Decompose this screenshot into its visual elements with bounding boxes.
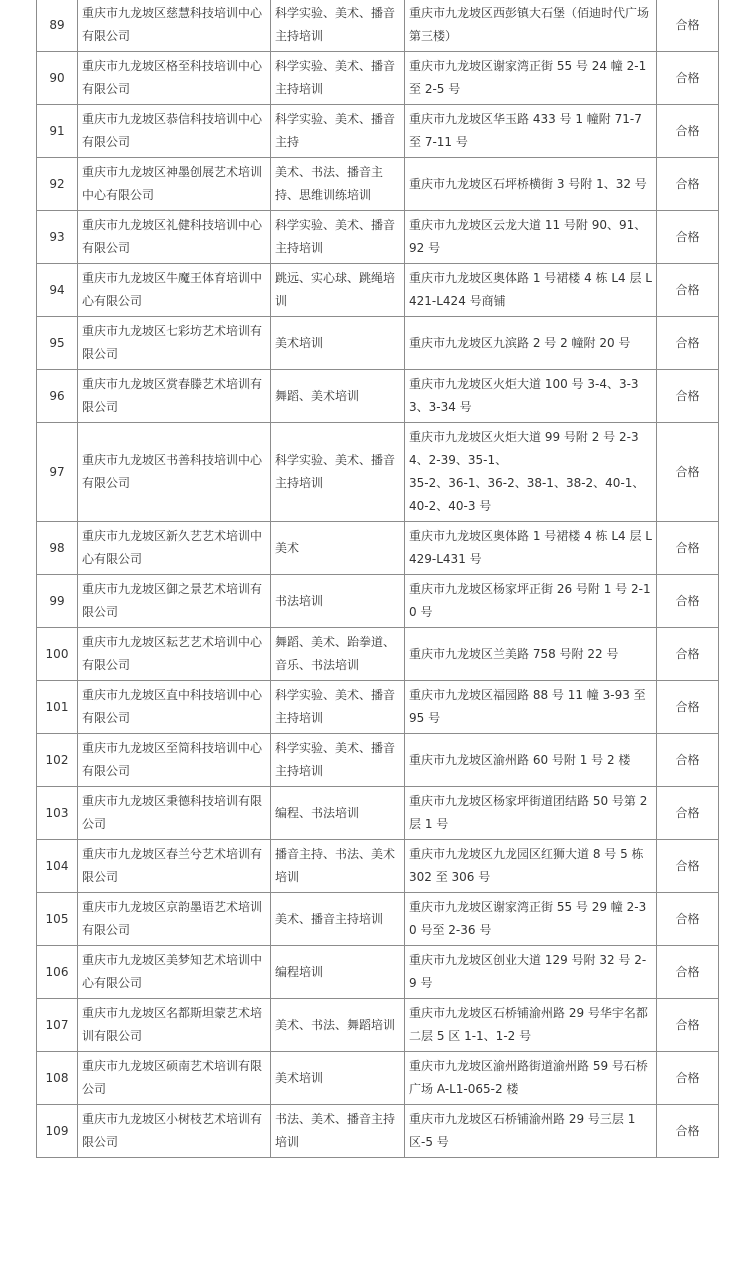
row-number: 98 (37, 522, 78, 575)
training-items: 书法培训 (271, 575, 405, 628)
training-items: 科学实验、美术、播音主持培训 (271, 211, 405, 264)
row-number: 93 (37, 211, 78, 264)
training-items: 美术培训 (271, 1052, 405, 1105)
row-number: 102 (37, 734, 78, 787)
address-line: 重庆市九龙坡区石桥铺渝州路 29 号华宇名都二层 5 区 1-1、1-2 号 (409, 1006, 648, 1043)
inspection-results-table (36, 0, 719, 1158)
table-row (37, 0, 719, 52)
institution-address (405, 423, 657, 522)
address-line: 重庆市九龙坡区火炬大道 99 号附 2 号 2-34、2-39、35-1、 (409, 430, 639, 467)
table-row (37, 1105, 719, 1158)
institution-name: 重庆市九龙坡区名都斯坦蒙艺术培训有限公司 (78, 999, 271, 1052)
institution-name: 重庆市九龙坡区耘艺艺术培训中心有限公司 (78, 628, 271, 681)
inspection-result: 合格 (657, 105, 719, 158)
inspection-result: 合格 (657, 575, 719, 628)
row-number: 108 (37, 1052, 78, 1105)
training-items: 美术 (271, 522, 405, 575)
row-number: 100 (37, 628, 78, 681)
address-line: 重庆市九龙坡区谢家湾正街 55 号 24 幢 2-1 至 2-5 号 (409, 59, 647, 96)
institution-address (405, 893, 657, 946)
institution-name: 重庆市九龙坡区赏春滕艺术培训有限公司 (78, 370, 271, 423)
institution-address (405, 681, 657, 734)
address-line: 35-2、36-1、36-2、38-1、38-2、40-1、40-2、40-3 号 (409, 476, 645, 513)
institution-name: 重庆市九龙坡区书善科技培训中心有限公司 (78, 423, 271, 522)
training-items: 科学实验、美术、播音主持培训 (271, 0, 405, 52)
inspection-result: 合格 (657, 423, 719, 522)
institution-address (405, 522, 657, 575)
address-line: 重庆市九龙坡区九龙园区红狮大道 8 号 5 栋 302 至 306 号 (409, 847, 644, 884)
table-row (37, 264, 719, 317)
address-line: 重庆市九龙坡区九滨路 2 号 2 幢附 20 号 (409, 335, 631, 350)
training-items: 播音主持、书法、美术培训 (271, 840, 405, 893)
inspection-result: 合格 (657, 370, 719, 423)
table-row (37, 575, 719, 628)
institution-address (405, 999, 657, 1052)
table-row (37, 1052, 719, 1105)
address-line: 重庆市九龙坡区杨家坪正街 26 号附 1 号 2-10 号 (409, 582, 651, 619)
inspection-result: 合格 (657, 1105, 719, 1158)
row-number: 109 (37, 1105, 78, 1158)
training-items: 舞蹈、美术、跆拳道、音乐、书法培训 (271, 628, 405, 681)
inspection-result: 合格 (657, 0, 719, 52)
training-items: 编程培训 (271, 946, 405, 999)
row-number: 105 (37, 893, 78, 946)
training-items: 美术、书法、播音主持、思维训练培训 (271, 158, 405, 211)
row-number: 95 (37, 317, 78, 370)
inspection-result: 合格 (657, 946, 719, 999)
institution-name: 重庆市九龙坡区慈慧科技培训中心有限公司 (78, 0, 271, 52)
address-line: 重庆市九龙坡区火炬大道 100 号 3-4、3-33、3-34 号 (409, 377, 639, 414)
row-number: 94 (37, 264, 78, 317)
inspection-result: 合格 (657, 264, 719, 317)
inspection-result: 合格 (657, 522, 719, 575)
inspection-result: 合格 (657, 681, 719, 734)
inspection-result: 合格 (657, 52, 719, 105)
table-row (37, 158, 719, 211)
training-items: 科学实验、美术、播音主持培训 (271, 734, 405, 787)
institution-address (405, 1052, 657, 1105)
institution-name: 重庆市九龙坡区京韵墨语艺术培训有限公司 (78, 893, 271, 946)
table-row (37, 893, 719, 946)
row-number: 104 (37, 840, 78, 893)
institution-name: 重庆市九龙坡区七彩坊艺术培训有限公司 (78, 317, 271, 370)
row-number: 101 (37, 681, 78, 734)
row-number: 90 (37, 52, 78, 105)
table-row (37, 628, 719, 681)
institution-address (405, 734, 657, 787)
institution-name: 重庆市九龙坡区格至科技培训中心有限公司 (78, 52, 271, 105)
training-items: 美术培训 (271, 317, 405, 370)
address-line: 重庆市九龙坡区创业大道 129 号附 32 号 2-9 号 (409, 953, 647, 990)
training-items: 编程、书法培训 (271, 787, 405, 840)
table-row (37, 317, 719, 370)
institution-address (405, 370, 657, 423)
table-row (37, 423, 719, 522)
table-row (37, 946, 719, 999)
institution-name: 重庆市九龙坡区礼健科技培训中心有限公司 (78, 211, 271, 264)
table-row (37, 840, 719, 893)
row-number: 96 (37, 370, 78, 423)
training-items: 跳远、实心球、跳绳培训 (271, 264, 405, 317)
row-number: 107 (37, 999, 78, 1052)
institution-address (405, 628, 657, 681)
institution-name: 重庆市九龙坡区御之景艺术培训有限公司 (78, 575, 271, 628)
inspection-result: 合格 (657, 1052, 719, 1105)
address-line: 重庆市九龙坡区福园路 88 号 11 幢 3-93 至 95 号 (409, 688, 646, 725)
inspection-result: 合格 (657, 628, 719, 681)
institution-address (405, 264, 657, 317)
institution-address (405, 787, 657, 840)
institution-name: 重庆市九龙坡区秉德科技培训有限公司 (78, 787, 271, 840)
institution-name: 重庆市九龙坡区恭信科技培训中心有限公司 (78, 105, 271, 158)
table-row (37, 522, 719, 575)
inspection-result: 合格 (657, 840, 719, 893)
institution-name: 重庆市九龙坡区新久艺艺术培训中心有限公司 (78, 522, 271, 575)
table-row (37, 787, 719, 840)
training-items: 美术、播音主持培训 (271, 893, 405, 946)
training-items: 科学实验、美术、播音主持培训 (271, 423, 405, 522)
institution-name: 重庆市九龙坡区小树枝艺术培训有限公司 (78, 1105, 271, 1158)
row-number: 89 (37, 0, 78, 52)
training-items: 科学实验、美术、播音主持 (271, 105, 405, 158)
training-items: 舞蹈、美术培训 (271, 370, 405, 423)
address-line: 重庆市九龙坡区渝州路 60 号附 1 号 2 楼 (409, 752, 631, 767)
inspection-result: 合格 (657, 158, 719, 211)
table-row (37, 999, 719, 1052)
institution-name: 重庆市九龙坡区硕南艺术培训有限公司 (78, 1052, 271, 1105)
address-line: 重庆市九龙坡区兰美路 758 号附 22 号 (409, 646, 619, 661)
training-items: 美术、书法、舞蹈培训 (271, 999, 405, 1052)
institution-address (405, 317, 657, 370)
inspection-result: 合格 (657, 893, 719, 946)
training-items: 科学实验、美术、播音主持培训 (271, 681, 405, 734)
institution-address (405, 52, 657, 105)
row-number: 99 (37, 575, 78, 628)
address-line: 重庆市九龙坡区石坪桥横街 3 号附 1、32 号 (409, 176, 647, 191)
row-number: 103 (37, 787, 78, 840)
row-number: 97 (37, 423, 78, 522)
institution-name: 重庆市九龙坡区至简科技培训中心有限公司 (78, 734, 271, 787)
institution-address (405, 1105, 657, 1158)
training-items: 科学实验、美术、播音主持培训 (271, 52, 405, 105)
institution-address (405, 575, 657, 628)
address-line: 重庆市九龙坡区奥体路 1 号裙楼 4 栋 L4 层 L421-L424 号商铺 (409, 271, 652, 308)
institution-name: 重庆市九龙坡区美梦知艺术培训中心有限公司 (78, 946, 271, 999)
institution-name: 重庆市九龙坡区春兰兮艺术培训有限公司 (78, 840, 271, 893)
address-line: 重庆市九龙坡区云龙大道 11 号附 90、91、92 号 (409, 218, 647, 255)
address-line: 重庆市九龙坡区渝州路街道渝州路 59 号石桥广场 A-L1-065-2 楼 (409, 1059, 648, 1096)
address-line: 重庆市九龙坡区谢家湾正街 55 号 29 幢 2-30 号至 2-36 号 (409, 900, 647, 937)
institution-address (405, 946, 657, 999)
address-line: 重庆市九龙坡区华玉路 433 号 1 幢附 71-7 至 7-11 号 (409, 112, 642, 149)
inspection-result: 合格 (657, 317, 719, 370)
table-row (37, 681, 719, 734)
institution-address (405, 840, 657, 893)
institution-name: 重庆市九龙坡区直中科技培训中心有限公司 (78, 681, 271, 734)
table-row (37, 734, 719, 787)
row-number: 91 (37, 105, 78, 158)
address-line: 重庆市九龙坡区奥体路 1 号裙楼 4 栋 L4 层 L429-L431 号 (409, 529, 652, 566)
inspection-result: 合格 (657, 734, 719, 787)
institution-address (405, 105, 657, 158)
institution-name: 重庆市九龙坡区牛魔王体育培训中心有限公司 (78, 264, 271, 317)
table-row (37, 211, 719, 264)
institution-address (405, 158, 657, 211)
institution-name: 重庆市九龙坡区神墨创展艺术培训中心有限公司 (78, 158, 271, 211)
address-line: 重庆市九龙坡区杨家坪街道团结路 50 号第 2 层 1 号 (409, 794, 648, 831)
table-body (37, 0, 719, 1158)
table-row (37, 370, 719, 423)
inspection-result: 合格 (657, 787, 719, 840)
institution-address (405, 0, 657, 52)
address-line: 重庆市九龙坡区石桥铺渝州路 29 号三层 1 区-5 号 (409, 1112, 636, 1149)
institution-address (405, 211, 657, 264)
table-row (37, 52, 719, 105)
row-number: 92 (37, 158, 78, 211)
table-row (37, 105, 719, 158)
training-items: 书法、美术、播音主持培训 (271, 1105, 405, 1158)
row-number: 106 (37, 946, 78, 999)
address-line: 重庆市九龙坡区西彭镇大石堡（佰迪时代广场第三楼） (409, 6, 650, 43)
inspection-result: 合格 (657, 999, 719, 1052)
inspection-result: 合格 (657, 211, 719, 264)
